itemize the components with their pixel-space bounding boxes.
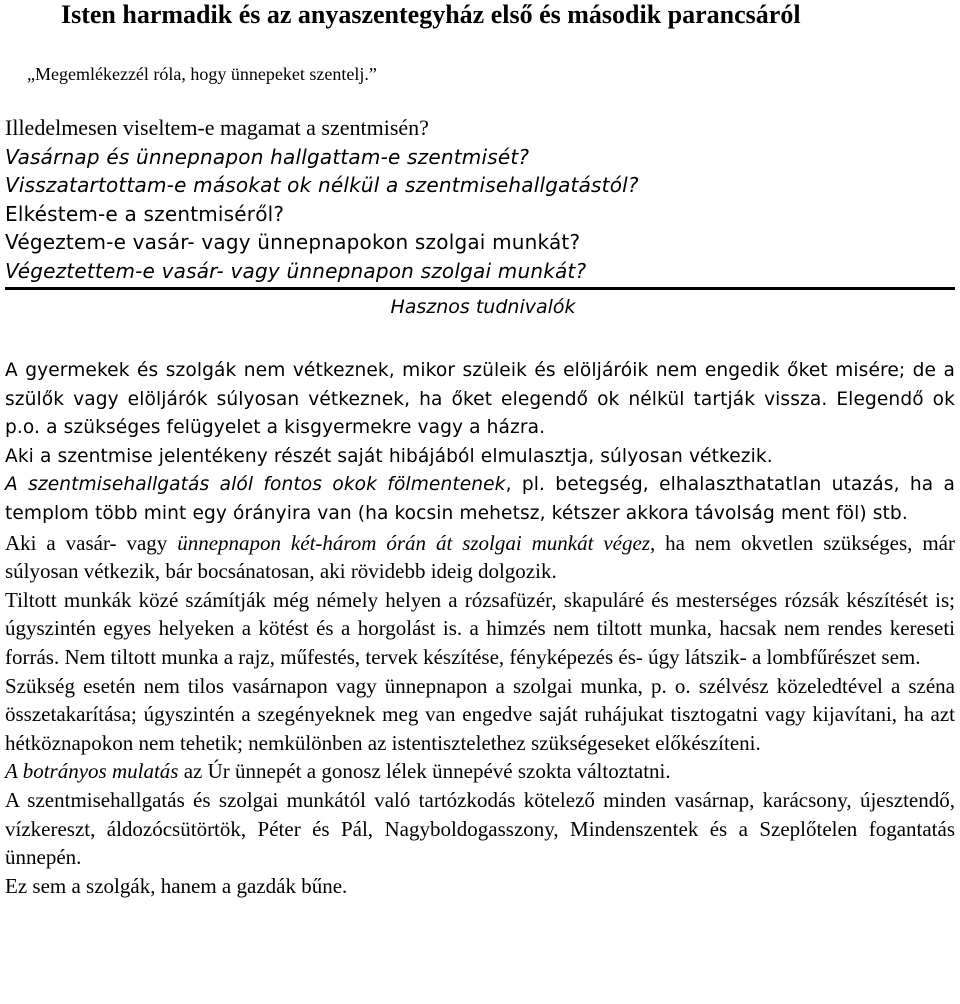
paragraph-4-text-a: Aki a vasár- vagy: [5, 530, 178, 555]
question-3: Visszatartottam-e másokat ok nélkül a szentmisehallgatástól?: [5, 173, 639, 197]
paragraph-9: Ez sem a szolgák, hanem a gazdák bűne.: [5, 873, 348, 898]
commandment-quote: „Megemlékezzél róla, hogy ünnepeket szentelj.”: [27, 64, 377, 84]
paragraph-8: A szentmisehallgatás és szolgai munkától való tartózkodás kötelező minden vasárnap, karácsony, újesztendő, vízkereszt, áldozócsütörtök, Péter és Pál, Nagyboldogasszony, Mindenszentek és a Szeplőtelen fogantatás ünnepén.: [5, 787, 955, 870]
paragraph-6: Szükség esetén nem tilos vasárnapon vagy ünnepnapon a szolgai munka, p. o. szélvész közeledtével a széna összetakarítása; úgyszintén a szegényeknek meg van engedve saját ruhájukat tisztogatni vagy kijavítani, ha azt hétköznapokon nem tehetik; nemkülönben az istentisztelethez szükségeseket előkészíteni.: [5, 673, 955, 755]
paragraph-7-text: az Úr ünnepét a gonosz lélek ünnepévé szokta változtatni.: [178, 759, 671, 784]
paragraph-3-emphasis: A szentmisehallgatás alól fontos okok fölmentenek: [5, 474, 506, 496]
paragraph-2: Aki a szentmise jelentékeny részét saját hibájából elmulasztja, súlyosan vétkezik.: [5, 445, 773, 467]
paragraph-1: A gyermekek és szolgák nem vétkeznek, mikor szüleik és elöljáróik nem engedik őket misére; de a szülők vagy elöljárók súlyosan vétkeznek, ha őket elegendő ok nélkül tartják vissza. Elegendő ok p.o. a szükséges felügyelet a kisgyermekre vagy a házra.: [5, 360, 955, 439]
paragraph-7: [5, 757, 955, 786]
question-4: Elkéstem-e a szentmiséről?: [5, 201, 285, 226]
paragraph-7-emphasis: A botrányos mulatás: [5, 759, 179, 784]
paragraph-3-text: , pl. betegség, elhalaszthatatlan utazás, ha a templom több mint egy órányira van (ha kocsin mehetsz, kétszer akkora távolság ment föl) stb.: [5, 474, 956, 524]
examination-questions: [5, 114, 955, 285]
paragraph-3: [5, 471, 955, 528]
document-page: [5, 0, 955, 900]
question-2: Vasárnap és ünnepnapon hallgattam-e szentmisét?: [5, 144, 530, 169]
paragraph-5: Tiltott munkák közé számítják még némely helyen a rózsafüzér, skapuláré és mesterséges rózsák készítését is; úgyszintén egyes helyeken a kötést és a horgolást is. a himzés nem tiltott munka, hacsak nem rendes kereseti forrás. Nem tiltott munka a rajz, műfestés, tervek készítése, fényképezés és- úgy látszik- a lombfűrészet sem.: [5, 587, 955, 669]
page-title: Isten harmadik és az anyaszentegyház első és második parancsáról: [61, 0, 801, 29]
question-5: Végeztem-e vasár- vagy ünnepnapokon szolgai munkát?: [5, 230, 581, 254]
paragraph-4-emphasis: ünnepnapon két-három órán át szolgai munkát végez: [177, 530, 650, 555]
question-1: Illedelmesen viseltem-e magamat a szentmisén?: [5, 115, 429, 140]
divider-line: [5, 287, 955, 290]
section-subheading: Hasznos tudnivalók: [390, 296, 576, 318]
paragraph-4-text-b: , ha nem okvetlen szükséges, már súlyosan vétkezik, bár bocsánatosan, aki rövidebb ideig dolgozik.: [5, 530, 955, 584]
question-6: Végeztettem-e vasár- vagy ünnepnapon szolgai munkát?: [5, 258, 587, 283]
paragraph-4: [5, 529, 955, 586]
body-text: [5, 357, 955, 900]
